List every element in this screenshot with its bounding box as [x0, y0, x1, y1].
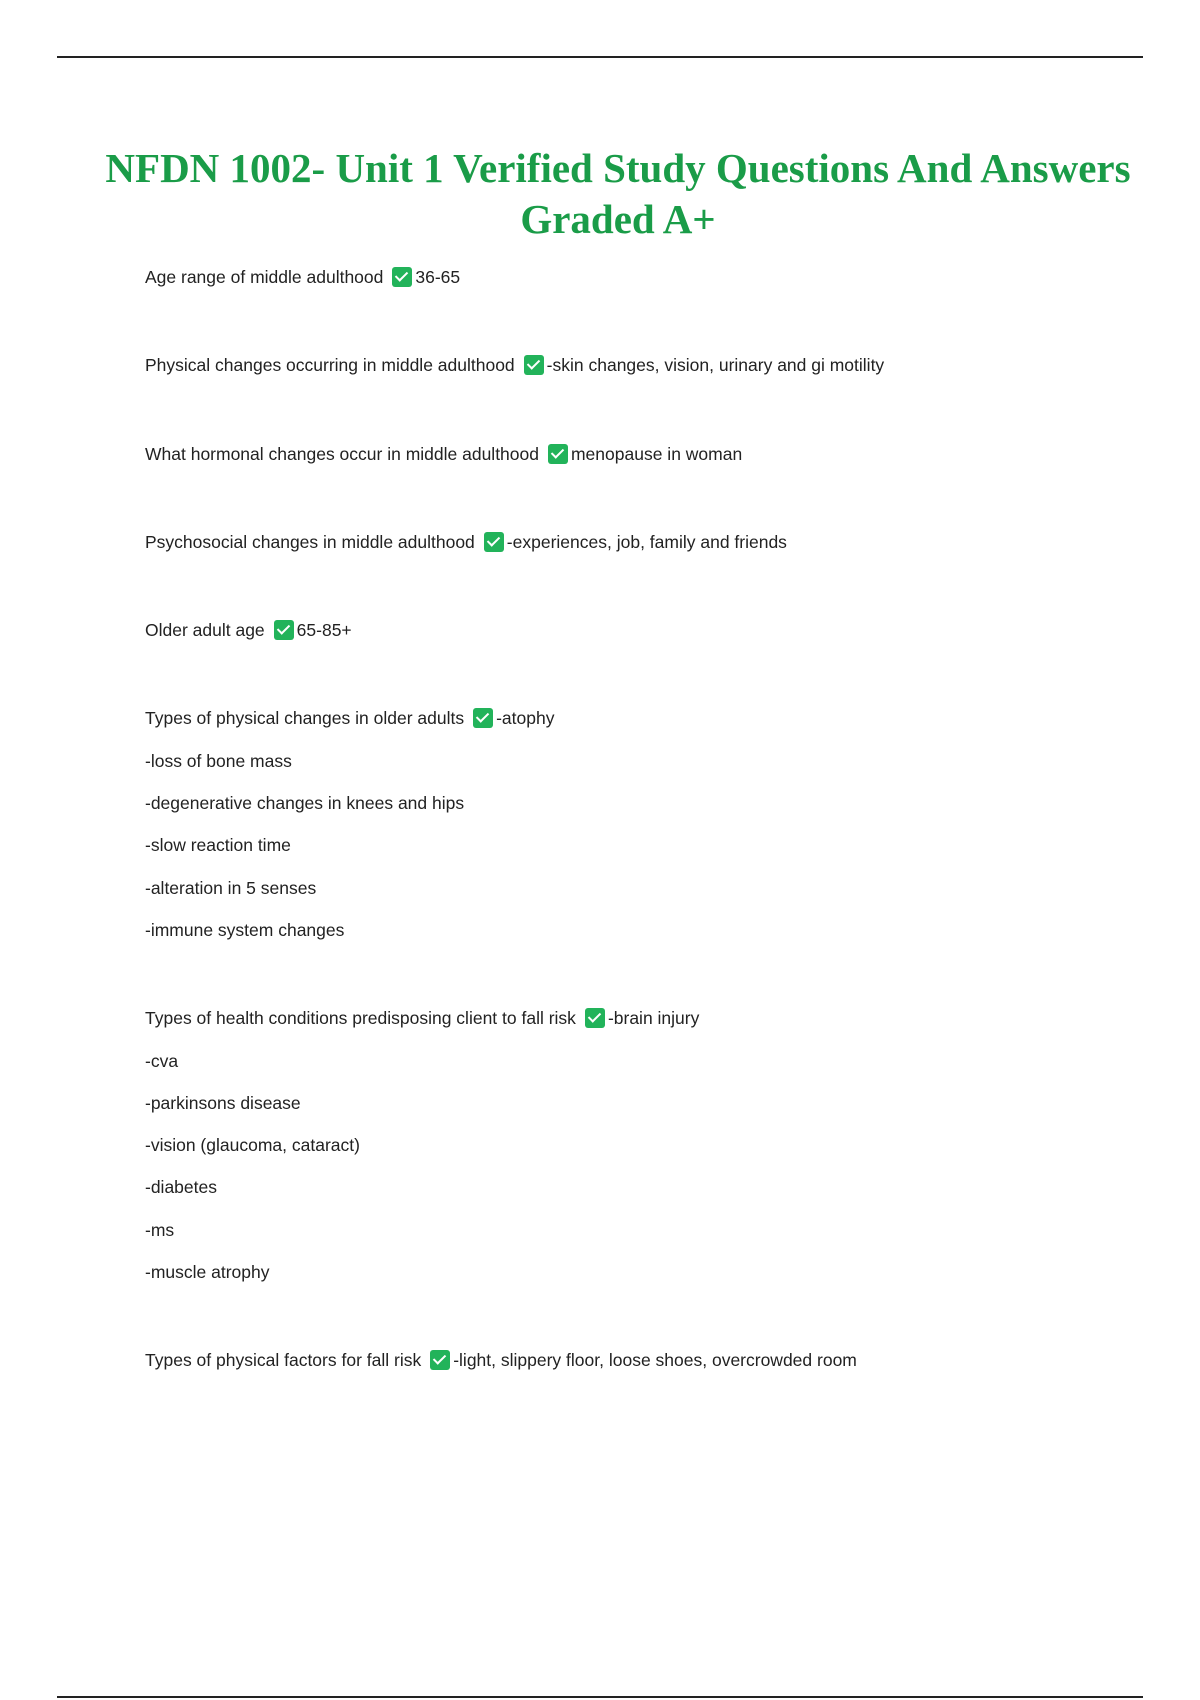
- qa-item: [145, 350, 1145, 392]
- question-text: Types of physical changes in older adults: [145, 708, 465, 729]
- question-text: Older adult age: [145, 620, 265, 641]
- qa-question-line: [145, 1003, 1145, 1045]
- qa-item: [145, 1003, 1145, 1299]
- question-text: Types of physical factors for fall risk: [145, 1350, 422, 1371]
- check-box-icon: [430, 1350, 450, 1370]
- qa-item: [145, 262, 1145, 304]
- answer-continuation: -ms: [145, 1219, 175, 1240]
- check-box-icon: [473, 708, 493, 728]
- qa-item: [145, 1345, 1145, 1387]
- answer-continuation: -alteration in 5 senses: [145, 877, 317, 898]
- question-text: Psychosocial changes in middle adulthood: [145, 531, 475, 552]
- qa-item: [145, 703, 1145, 957]
- qa-item: [145, 527, 1145, 569]
- answer-text: -atophy: [496, 708, 555, 729]
- question-text: Age range of middle adulthood: [145, 267, 384, 287]
- qa-list: [145, 262, 1145, 1434]
- answer-text: 65-85+: [296, 620, 352, 641]
- answer-continuation: -loss of bone mass: [145, 750, 292, 771]
- top-rule: [57, 56, 1143, 58]
- answer-continuation: -vision (glaucoma, cataract): [145, 1135, 360, 1156]
- check-box-icon: [524, 355, 544, 375]
- qa-question-line: [145, 350, 1145, 392]
- answer-text: menopause in woman: [570, 443, 743, 464]
- answer-continuation: -muscle atrophy: [145, 1262, 270, 1283]
- bottom-rule: [57, 1696, 1143, 1698]
- document-title: NFDN 1002- Unit 1 Verified Study Questions And Answers Graded A+: [105, 145, 1131, 242]
- answer-text: 36-65: [415, 267, 461, 287]
- qa-item: [145, 439, 1145, 481]
- answer-text: -light, slippery floor, loose shoes, overcrowded room: [453, 1350, 857, 1371]
- qa-question-line: [145, 439, 1145, 481]
- answer-text: -skin changes, vision, urinary and gi motility: [546, 355, 885, 376]
- answer-continuation: -cva: [145, 1050, 179, 1071]
- qa-question-line: [145, 262, 1145, 304]
- answer-continuation: -degenerative changes in knees and hips: [145, 793, 465, 814]
- question-text: What hormonal changes occur in middle adulthood: [145, 443, 539, 464]
- question-text: Types of health conditions predisposing client to fall risk: [145, 1008, 576, 1029]
- check-box-icon: [392, 267, 412, 287]
- qa-question-line: [145, 615, 1145, 657]
- check-box-icon: [548, 444, 568, 464]
- check-box-icon: [484, 532, 504, 552]
- check-box-icon: [585, 1008, 605, 1028]
- answer-continuation: -parkinsons disease: [145, 1092, 301, 1113]
- qa-question-line: [145, 1345, 1145, 1387]
- answer-continuation: -immune system changes: [145, 919, 345, 940]
- check-box-icon: [274, 620, 294, 640]
- question-text: Physical changes occurring in middle adulthood: [145, 355, 515, 376]
- answer-continuation: -slow reaction time: [145, 835, 291, 856]
- answer-text: -experiences, job, family and friends: [506, 531, 787, 552]
- answer-continuation: -diabetes: [145, 1177, 217, 1198]
- qa-question-line: [145, 703, 1145, 745]
- answer-text: -brain injury: [607, 1008, 700, 1029]
- qa-question-line: [145, 527, 1145, 569]
- qa-item: [145, 615, 1145, 657]
